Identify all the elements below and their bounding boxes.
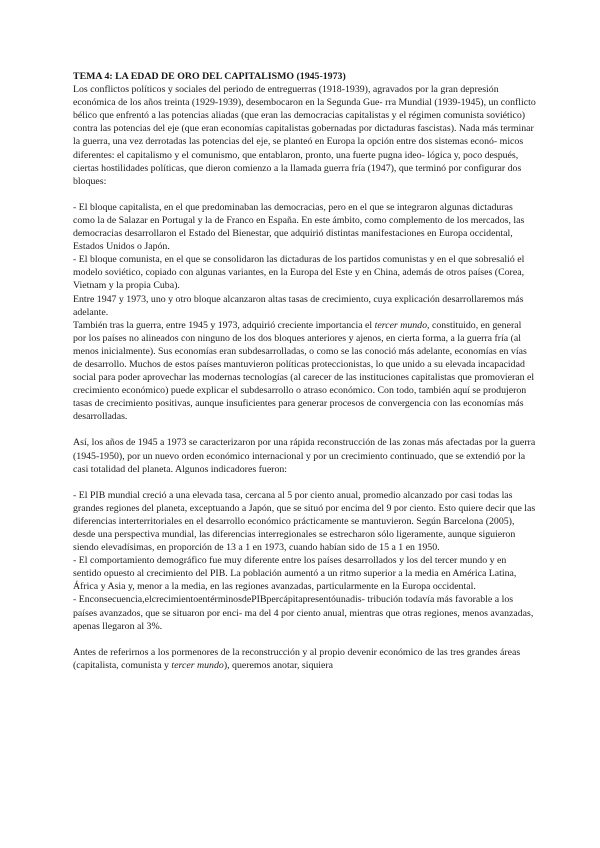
- gdp-indicator-item: - El PIB mundial creció a una elevada tasa, cercana al 5 por ciento anual, promedio alcanzado por casi todas las grandes regiones del planeta, exceptuando a Japón, que se situó por encima del 9 por ciento. Esto quiere decir que las diferencias interterritoriales en el desarrollo económico prácticamente se mantuvieron. Según Barcelona (2005), desde una perspectiva mundial, las diferencias interregionales se estrecharon sólo ligeramente, aunque siguieron siendo elevadísimas, en proporción de 13 a 1 en 1973, cuando habían sido de 15 a 1 en 1950.: [73, 489, 536, 554]
- document-title: TEMA 4: LA EDAD DE ORO DEL CAPITALISMO (1945-1973): [73, 71, 346, 82]
- third-world-text-start: También tras la guerra, entre 1945 y 1973, adquirió creciente importancia el: [73, 319, 375, 331]
- third-world-text-end: , constituido, en general por los países no alineados con ninguno de los dos bloques anteriores y ajenos, en cierta forma, a la guerra fría (al menos inicialmente). Sus economías eran subdesarrolladas, o como se las conoció más adelante, economías en vías de desarrollo. Muchos de estos países mantuvieron políticas proteccionistas, lo que unido a su elevada incapacidad social para poder aprovechar las modernas tecnologías (al carecer de las instituciones capitalistas que promovieran el crecimiento económico) puede explicar el subdesarrollo o atraso económico. Con todo, también aquí se produjeron tasas de crecimiento positivas, aunque insuficientes para generar procesos de convergencia con las economías más desarrolladas.: [73, 319, 535, 423]
- closing-text-start: Antes de referirnos a los pormenores de la reconstrucción y al propio devenir económico de las tres grandes áreas (capitalista, comunista y: [73, 646, 521, 671]
- intro-paragraph: Los conflictos políticos y sociales del periodo de entreguerras (1918-1939), agravados por la gran depresión económica de los años treinta (1929-1939), desembocaron en la Segunda Gue- rra Mundial (1939-1945), un conflicto bélico que enfrentó a las potencias aliadas (que eran las democracias capitalistas y el régimen comunista soviético) contra las potencias del eje (que eran economías capitalistas gobernadas por dictaduras fascistas). Nada más terminar la guerra, una vez derrotadas las potencias del eje, se planteó en Europa la opción entre dos sistemas econó- micos diferentes: el capitalismo y el comunismo, que entablaron, pronto, una fuerte pugna ideo- lógica y, poco después, ciertas hostilidades políticas, que dieron comienzo a la llamada guerra fría (1947), que terminó por configurar dos bloques:: [73, 84, 536, 187]
- closing-text-end: ), queremos anotar, siquiera: [223, 659, 334, 671]
- growth-paragraph: Entre 1947 y 1973, uno y otro bloque alcanzaron altas tasas de crecimiento, cuya explicación desarrollaremos más adelante.: [73, 293, 524, 318]
- years-paragraph: Así, los años de 1945 a 1973 se caracterizaron por una rápida reconstrucción de las zonas más afectadas por la guerra (1945-1950), por un nuevo orden económico internacional y por un crecimiento continuado, que se extendió por la casi totalidad del planeta. Algunos indicadores fueron:: [73, 437, 536, 475]
- document-body: [73, 70, 536, 672]
- paragraph-spacer: [73, 188, 536, 201]
- third-world-term: tercer mundo: [374, 319, 428, 331]
- paragraph-spacer: [73, 476, 536, 489]
- communist-bloc-item: - El bloque comunista, en el que se consolidaron las dictaduras de los partidos comunistas y en el que sobresalió el modelo soviético, copiado con algunas variantes, en la Europa del Este y en China, además de otros países (Corea, Vietnam y la propia Cuba).: [73, 254, 525, 292]
- closing-term: tercer mundo: [171, 659, 224, 671]
- per-capita-indicator-item: - Enconsecuencia,elcrecimientoentérminosdePIBpercápitapresentóunadis- tribución todavía más favorable a los países avanzados, que se situaron por enci- ma del 4 por ciento anual, mientras que otras regiones, menos avanzadas, apenas llegaron al 3%.: [73, 594, 534, 632]
- demography-indicator-item: - El comportamiento demográfico fue muy diferente entre los países desarrollados y los del tercer mundo y en sentido opuesto al crecimiento del PIB. La población aumentó a un ritmo superior a la media en América Latina, África y Asia y, menor a la media, en las regiones avanzadas, particularmente en la Europa occidental.: [73, 555, 517, 593]
- paragraph-spacer: [73, 423, 536, 436]
- capitalist-bloc-item: - El bloque capitalista, en el que predominaban las democracias, pero en el que se integraron algunas dictaduras como la de Salazar en Portugal y la de Franco en España. En este ámbito, como complemento de los mercados, las democracias desarrollaron el Estado del Bienestar, que adquirió distintas manifestaciones en Europa occidental, Estados Unidos o Japón.: [73, 201, 525, 253]
- paragraph-spacer: [73, 633, 536, 646]
- closing-paragraph: [73, 646, 536, 672]
- third-world-paragraph: [73, 319, 536, 424]
